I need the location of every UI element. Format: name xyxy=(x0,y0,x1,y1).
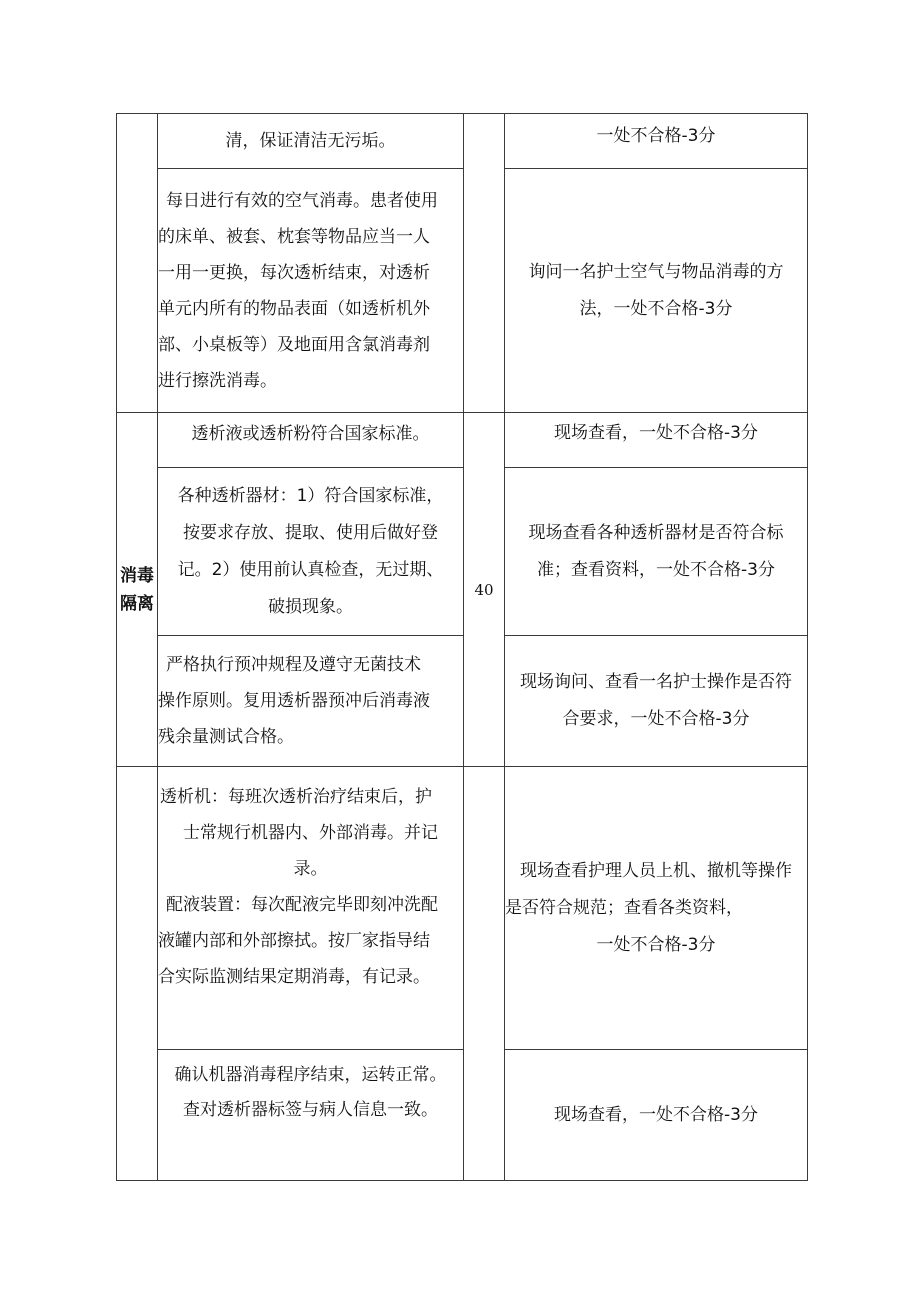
standard-line: 现场查看各种透析器材是否符合标 xyxy=(528,522,784,543)
requirement-line: 一用一更换，每次透析结束，对透析 xyxy=(158,262,430,283)
score-cell-empty xyxy=(464,114,505,413)
requirement-line: 配液装置：每次配液完毕即刻冲洗配 xyxy=(166,895,438,915)
requirement-line: 各种透析器材：1）符合国家标准， xyxy=(177,485,444,506)
score-cell-empty xyxy=(464,767,505,1181)
requirement-line: 进行擦洗消毒。 xyxy=(158,370,277,391)
requirement-cell xyxy=(158,169,464,413)
requirement-line: 录。 xyxy=(293,859,328,879)
requirement-line: 查对透析器标签与病人信息一致。 xyxy=(183,1100,438,1120)
standard-line: 是否符合规范；查看各类资料， xyxy=(505,897,743,918)
requirement-line: 士常规行机器内、外部消毒。并记 xyxy=(183,823,438,843)
standard-cell xyxy=(505,1050,808,1181)
category-label-line: 消毒 xyxy=(120,565,154,586)
requirement-cell xyxy=(158,636,464,767)
requirement-line: 透析机：每班次透析治疗结束后，护 xyxy=(160,787,432,807)
requirement-line: 液罐内部和外部擦拭。按厂家指导结 xyxy=(158,931,430,951)
standard-line: 法，一处不合格-3分 xyxy=(579,298,733,319)
standard-line: 现场查看，一处不合格-3分 xyxy=(554,1104,758,1125)
standard-line: 现场查看护理人员上机、撤机等操作 xyxy=(520,860,792,881)
requirement-line: 严格执行预冲规程及遵守无菌技术 xyxy=(166,655,421,675)
table-row xyxy=(117,413,808,468)
requirement-line: 确认机器消毒程序结束，运转正常。 xyxy=(174,1065,447,1085)
requirement-cell xyxy=(158,468,464,636)
requirement-cell xyxy=(158,413,464,468)
requirement-line: 透析液或透析粉符合国家标准。 xyxy=(191,424,430,444)
requirement-line: 清，保证清洁无污垢。 xyxy=(225,131,396,151)
requirement-line: 操作原则。复用透析器预冲后消毒液 xyxy=(158,691,430,711)
table-row xyxy=(117,636,808,767)
category-label-line: 隔离 xyxy=(120,593,154,614)
standard-cell xyxy=(505,114,808,169)
requirement-line: 单元内所有的物品表面（如透析机外 xyxy=(158,298,430,319)
requirement-line: 每日进行有效的空气消毒。患者使用 xyxy=(166,190,438,211)
requirement-cell xyxy=(158,767,464,1050)
table-row xyxy=(117,1050,808,1181)
standard-line: 现场询问、查看一名护士操作是否符 xyxy=(520,672,792,692)
requirement-cell xyxy=(158,114,464,169)
requirement-cell xyxy=(158,1050,464,1181)
category-label xyxy=(117,413,158,767)
category-cell-empty xyxy=(117,114,158,413)
requirement-line: 的床单、被套、枕套等物品应当一人 xyxy=(158,226,430,247)
requirement-line: 按要求存放、提取、使用后做好登 xyxy=(183,522,438,543)
requirement-line: 合实际监测结果定期消毒，有记录。 xyxy=(158,967,430,987)
standard-cell xyxy=(505,468,808,636)
standard-cell xyxy=(505,413,808,468)
standard-cell xyxy=(505,169,808,413)
standard-line: 询问一名护士空气与物品消毒的方 xyxy=(528,261,784,282)
table-row xyxy=(117,767,808,1050)
standard-line: 一处不合格-3分 xyxy=(596,934,716,955)
inspection-table xyxy=(116,113,808,1181)
requirement-line: 残余量测试合格。 xyxy=(158,727,294,747)
requirement-line: 破损现象。 xyxy=(268,596,353,617)
standard-line: 准；查看资料，一处不合格-3分 xyxy=(537,559,775,580)
table-row xyxy=(117,114,808,169)
standard-cell xyxy=(505,636,808,767)
table-row xyxy=(117,468,808,636)
standard-line: 一处不合格-3分 xyxy=(596,126,716,146)
standard-cell xyxy=(505,767,808,1050)
standard-line: 合要求，一处不合格-3分 xyxy=(562,709,750,729)
standard-line: 现场查看，一处不合格-3分 xyxy=(554,423,758,443)
category-cell-empty xyxy=(117,767,158,1181)
requirement-line: 记。2）使用前认真检查，无过期、 xyxy=(177,559,444,580)
score-value: 40 xyxy=(464,413,505,767)
table-row xyxy=(117,169,808,413)
requirement-line: 部、小桌板等）及地面用含氯消毒剂 xyxy=(158,334,430,355)
